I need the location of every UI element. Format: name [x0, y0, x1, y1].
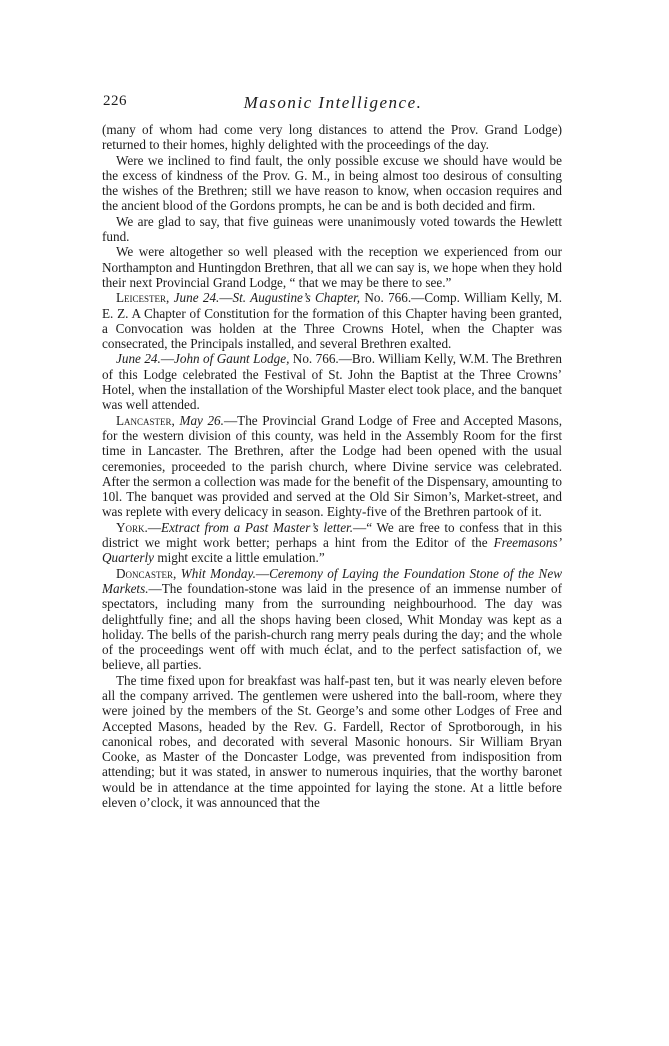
report-date: June 24.	[173, 290, 220, 306]
paragraph: Were we inclined to find fault, the only possible excuse we should have would be the excess of kindness of the Prov. G. M., in being almost too desirous of consulting the wishes of the Brethren; still we have reason to know, when occasion requires and the ancient blood of the Gordons prompts, he can be and is both decided and firm.	[102, 152, 562, 214]
report-doncaster: Doncaster, Whit Monday.—Ceremony of Laying the Foundation Stone of the New Markets.—The foundation-stone was laid in the presence of an immense number of spectators, including many from the surrounding neighbourhood. The day was delightfully fine; and all the shops having been closed, Whit Monday was kept as a holiday. The bells of the parish-church rang merry peals during the day; and the whole of the proceedings went off with much éclat, and to the perfect satisfaction of, we believe, all parties.	[102, 565, 562, 673]
paragraph: The time fixed upon for breakfast was half-past ten, but it was nearly eleven before all the company arrived. The gentlemen were ushered into the ball-room, where they were joined by the members of the St. George’s and some other Lodges of Free and Accepted Masons, headed by the Rev. G. Fardell, Rector of Sprotborough, in his canonical robes, and decorated with several Masonic honours. Sir William Bryan Cooke, as Master of the Doncaster Lodge, was prevented from indisposition from attending; but it was stated, in answer to numerous inquiries, that the worthy baronet would be in attendance at the time appointed for laying the stone. At a little before eleven o’clock, it was announced that the	[102, 672, 562, 811]
paragraph: We are glad to say, that five guineas were unanimously voted towards the Hewlett fund.	[102, 213, 562, 245]
place-heading: Doncaster,	[116, 565, 177, 581]
report-title: Ceremony of Laying the Foundation Stone of the New Markets.	[102, 565, 562, 596]
page-header	[103, 93, 563, 117]
report-lancaster: Lancaster, May 26.—The Provincial Grand Lodge of Free and Accepted Masons, for the western division of this county, was held in the Assembly Room for the first time in Lancaster. The Brethren, after the Lodge had been opened with the usual ceremonies, proceeded to the parish church, where Divine service was celebrated. After the sermon a collection was made for the benefit of the Dispensary, amounting to 10l. The banquet was provided and served at the Old Sir Simon’s, Market-street, and was replete with every delicacy in season. Eighty-five of the Brethren partook of it.	[102, 412, 563, 520]
place-heading: Lancaster,	[116, 412, 175, 428]
article-body	[102, 122, 562, 810]
place-heading: York.	[116, 519, 148, 535]
report-title: Extract from a Past Master’s letter.	[161, 519, 354, 535]
report-leicester-chapter: Leicester, June 24.—St. Augustine’s Chapter, No. 766.—Comp. William Kelly, M. E. Z. A Chapter of Constitution for the formation of this Chapter having been granted, a Convocation was holden at the Three Crowns Hotel, when the Chapter was consecrated, the Principals installed, and several Brethren exalted.	[102, 290, 562, 352]
report-date: June 24.	[116, 351, 161, 367]
report-date: Whit Monday.	[180, 565, 256, 581]
report-date: May 26.	[179, 412, 224, 428]
journal-name: Freemasons’ Quarterly	[102, 535, 562, 566]
report-title: John of Gaunt Lodge,	[174, 351, 290, 367]
paragraph: We were altogether so well pleased with the reception we experienced from our Northampton and Huntingdon Brethren, that all we can say is, we hope when they hold their next Provincial Grand Lodge, “ that we may be there to see.”	[102, 244, 562, 290]
paragraph: (many of whom had come very long distances to attend the Prov. Grand Lodge) returned to their homes, highly delighted with the proceedings of the day.	[102, 122, 562, 153]
report-leicester-lodge: June 24.—John of Gaunt Lodge, No. 766.—Bro. William Kelly, W.M. The Brethren of this Lodge celebrated the Festival of St. John the Baptist at the Three Crowns’ Hotel, when the installation of the Worshipful Master elect took place, and the banquet was well attended.	[102, 351, 562, 413]
running-title: Masonic Intelligence.	[243, 93, 423, 112]
report-york: York.—Extract from a Past Master’s letter.—“ We are free to confess that in this district we might work better; perhaps a hint from the Editor of the Freemasons’ Quarterly might excite a little emulation.”	[102, 519, 562, 566]
page-number: 226	[103, 93, 127, 109]
report-title: St. Augustine’s Chapter,	[232, 290, 361, 306]
place-heading: Leicester,	[116, 290, 170, 306]
